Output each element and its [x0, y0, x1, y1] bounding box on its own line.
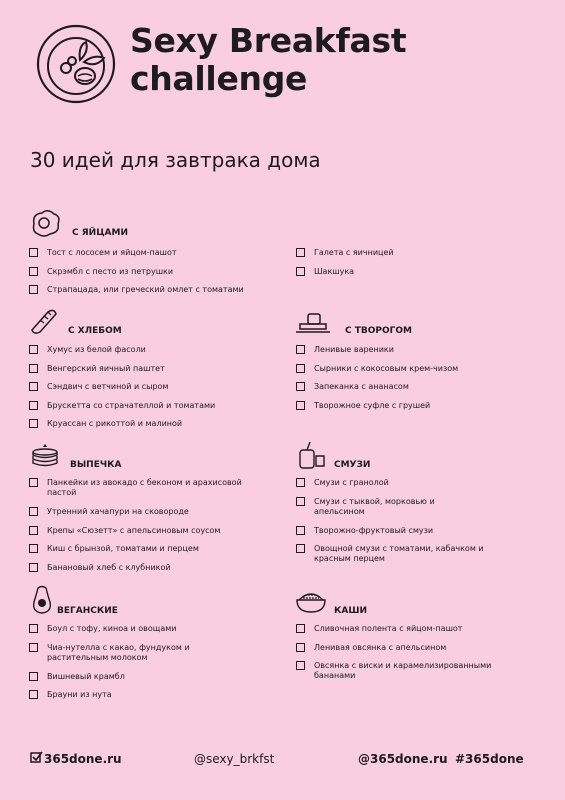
- checkbox[interactable]: [296, 643, 305, 652]
- curd-list: [296, 345, 458, 419]
- checkbox[interactable]: [29, 401, 38, 410]
- list-item[interactable]: Крепы «Сюзетт» с апельсиновым соусом: [29, 526, 247, 536]
- footer-hashtag[interactable]: #365done: [455, 752, 524, 766]
- list-item[interactable]: Панкейки из авокадо с беконом и арахисовой пастой: [29, 478, 247, 498]
- list-item[interactable]: Ленивая овсянка с апельсином: [296, 643, 504, 653]
- section-title-curd: С ТВОРОГОМ: [345, 326, 412, 336]
- checkbox[interactable]: [296, 382, 305, 391]
- eggs-list-left: [29, 248, 244, 304]
- list-item[interactable]: Творожно-фруктовый смузи: [296, 526, 514, 536]
- pancakes-icon: [28, 440, 62, 470]
- list-item[interactable]: Скрэмбл с песто из петрушки: [29, 267, 244, 277]
- list-item[interactable]: Запеканка с ананасом: [296, 382, 458, 392]
- porridge-bowl-icon: [294, 586, 328, 616]
- checkbox[interactable]: [29, 690, 38, 699]
- list-item[interactable]: Шакшука: [296, 267, 394, 277]
- checkbox[interactable]: [296, 661, 305, 670]
- checkbox[interactable]: [296, 345, 305, 354]
- list-item[interactable]: Творожное суфле с грушей: [296, 401, 458, 411]
- list-item[interactable]: Смузи с гранолой: [296, 478, 514, 488]
- checkbox[interactable]: [29, 345, 38, 354]
- smoothie-jar-icon: [296, 440, 330, 470]
- fried-egg-icon: [28, 208, 62, 238]
- checkbox[interactable]: [296, 248, 305, 257]
- list-item[interactable]: Овсянка с виски и карамелизированными бананами: [296, 661, 504, 681]
- list-item[interactable]: Овощной смузи с томатами, кабачком и красным перцем: [296, 544, 514, 564]
- checkbox[interactable]: [29, 672, 38, 681]
- list-item[interactable]: Венгерский яичный паштет: [29, 364, 215, 374]
- baking-list: [29, 478, 247, 581]
- list-item[interactable]: Сливочная полента с яйцом-пашот: [296, 624, 504, 634]
- checkbox[interactable]: [29, 419, 38, 428]
- smoothie-list: [296, 478, 514, 573]
- checkbox[interactable]: [29, 507, 38, 516]
- footer-site-handle[interactable]: @365done.ru: [358, 752, 448, 766]
- list-item[interactable]: Круассан с рикоттой и малиной: [29, 419, 215, 429]
- page-title: Sexy Breakfast challenge: [130, 21, 407, 98]
- list-item[interactable]: Смузи с тыквой, морковью и апельсином: [296, 497, 474, 517]
- checkbox[interactable]: [29, 267, 38, 276]
- section-title-eggs: С ЯЙЦАМИ: [72, 228, 129, 238]
- list-item[interactable]: Сырники с кокосовым крем-чизом: [296, 364, 458, 374]
- checkbox[interactable]: [296, 544, 305, 553]
- section-title-baking: ВЫПЕЧКА: [70, 460, 122, 470]
- checkbox[interactable]: [29, 478, 38, 487]
- list-item[interactable]: Брауни из нута: [29, 690, 227, 700]
- list-item[interactable]: Галета с яичницей: [296, 248, 394, 258]
- checkbox[interactable]: [296, 267, 305, 276]
- checkbox[interactable]: [29, 544, 38, 553]
- list-item[interactable]: Брускетта со страчателлой и томатами: [29, 401, 215, 411]
- page-subtitle: 30 идей для завтрака дома: [30, 148, 321, 172]
- checkbox[interactable]: [29, 382, 38, 391]
- bread-icon: [28, 306, 62, 336]
- checkbox[interactable]: [29, 624, 38, 633]
- checkbox[interactable]: [29, 248, 38, 257]
- list-item[interactable]: Боул с тофу, киноа и овощами: [29, 624, 227, 634]
- checkbox[interactable]: [296, 526, 305, 535]
- vegan-list: [29, 624, 227, 709]
- checkbox[interactable]: [29, 364, 38, 373]
- footer-site-link[interactable]: 365done.ru: [44, 752, 122, 766]
- list-item[interactable]: Сэндвич с ветчиной и сыром: [29, 382, 215, 392]
- list-item[interactable]: Банановый хлеб с клубникой: [29, 563, 247, 573]
- checkbox[interactable]: [296, 364, 305, 373]
- section-title-smoothie: СМУЗИ: [334, 460, 371, 470]
- breakfast-plate-logo-icon: [36, 24, 116, 104]
- footer-instagram-handle[interactable]: @sexy_brkfst: [194, 752, 275, 766]
- list-item[interactable]: Страпацада, или греческий омлет с томатами: [29, 285, 244, 295]
- list-item[interactable]: Чиа-нутелла с какао, фундуком и растительным молоком: [29, 643, 227, 663]
- checkbox[interactable]: [29, 643, 38, 652]
- checkbox[interactable]: [296, 401, 305, 410]
- section-title-bread: С ХЛЕБОМ: [68, 326, 122, 336]
- checkbox[interactable]: [296, 497, 305, 506]
- checkbox[interactable]: [29, 285, 38, 294]
- list-item[interactable]: Ленивые вареники: [296, 345, 458, 355]
- list-item[interactable]: Вишневый крамбл: [29, 672, 227, 682]
- checkbox[interactable]: [296, 478, 305, 487]
- list-item[interactable]: Утренний хачапури на сковороде: [29, 507, 247, 517]
- bread-list: [29, 345, 215, 438]
- checkmark-box-icon: [30, 751, 43, 764]
- section-title-porridge: КАШИ: [334, 606, 367, 616]
- list-item[interactable]: Тост с лососем и яйцом-пашот: [29, 248, 244, 258]
- list-item[interactable]: Хумус из белой фасоли: [29, 345, 215, 355]
- checkbox[interactable]: [29, 563, 38, 572]
- porridge-list: [296, 624, 504, 690]
- section-title-vegan: ВЕГАНСКИЕ: [57, 606, 118, 616]
- checkbox[interactable]: [29, 526, 38, 535]
- list-item[interactable]: Киш с брынзой, томатами и перцем: [29, 544, 247, 554]
- checkbox[interactable]: [296, 624, 305, 633]
- eggs-list-right: [296, 248, 394, 285]
- cottage-cheese-icon: [296, 308, 330, 338]
